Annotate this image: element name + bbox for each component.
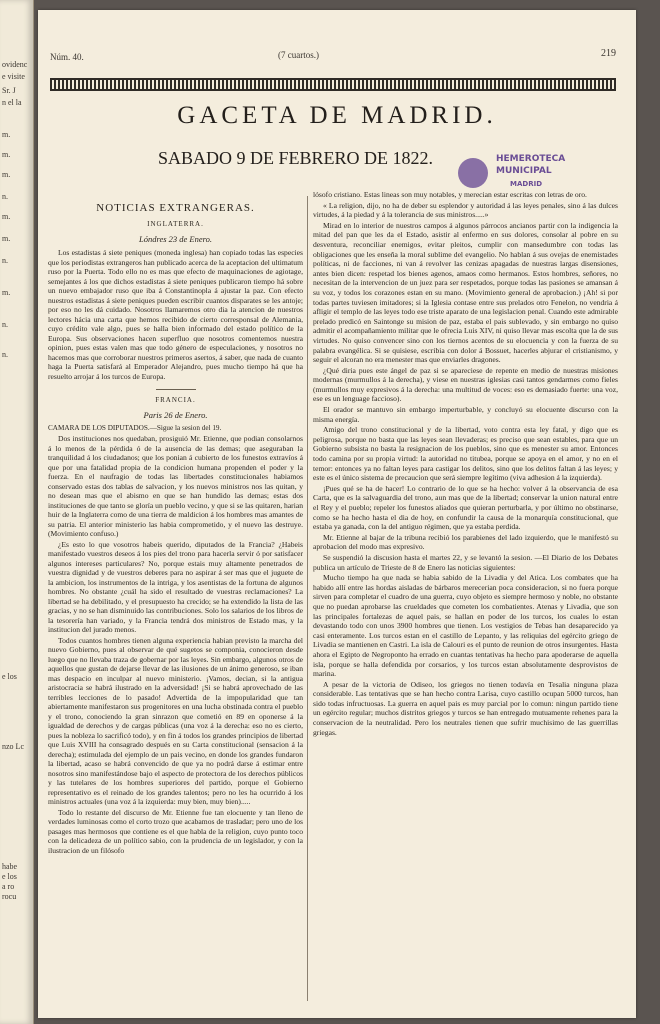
binding-fragment: a ro — [2, 882, 15, 891]
binding-fragment: m. — [2, 130, 11, 139]
article-paragraph: Mr. Etienne al bajar de la tribuna recibió los parabienes del lado izquierdo, que le manifestó su aprobacion del modo mas expresivo. — [313, 532, 618, 552]
ornamental-rule — [50, 78, 616, 91]
binding-fragment: n. — [2, 192, 8, 201]
binding-fragment: nzo Lc — [2, 742, 24, 751]
issue-number: Núm. 40. — [50, 52, 84, 62]
binding-fragment: m. — [2, 212, 11, 221]
dateline-heading: Lóndres 23 de Enero. — [138, 234, 213, 244]
right-column — [313, 190, 618, 1002]
binding-fragment: e los — [2, 872, 17, 881]
dateline-heading: Paris 26 de Enero. — [143, 410, 208, 420]
binding-fragment: rocu — [2, 892, 17, 901]
column-divider — [307, 196, 308, 1001]
binding-fragment: e visite — [2, 72, 25, 81]
country-heading: FRANCIA. — [155, 396, 196, 404]
article-paragraph: ¡Pues qué se ha de hacer! Lo contrario de lo que se ha hecho: volver á la observancia de esa Carta, que es la salvaguardia del trono, aun mas que de la libertad; conservar la union natural entre el Rey y el pueblo; repeler los funestos aliados que quieran perturbarla, y por último no obstinarse, como se ha hecho hasta el dia de hoy, en confundir la causa de la monarquía constitucional, que estaba ya ganada, con la del antiguo régimen, que ya estaba perdida. — [313, 483, 618, 532]
country-heading: INGLATERRA. — [147, 220, 204, 228]
issue-date: SABADO 9 DE FEBRERO DE 1822. — [158, 148, 434, 168]
binding-fragment: n. — [2, 320, 8, 329]
page-number: 219 — [601, 48, 616, 59]
binding-fragment: m. — [2, 150, 11, 159]
article-paragraph: Todo lo restante del discurso de Mr. Etienne fue tan elocuente y tan lleno de verdades luminosas como el corto trozo que acabamos de trasladar; pero uno de los pasages mas hermosos que contiene es el que habla de la religion, cuyo punto toco con la delicadeza de un político sabio, con la prudencia de un legislador, y con la ilustracion de un filósofo — [48, 807, 303, 855]
binding-fragment: m. — [2, 288, 11, 297]
article-paragraph: A pesar de la victoria de Odiseo, los griegos no tienen todavía en Tesalia ninguna plaza considerable. Las tentativas que se han hecho contra Larisa, cuyo castillo ocupan 5000 turcos, han sido todas infructuosas. La guerra en aquel pais es muy parcial por lo comun: ningun partido tiene un egército regular; muchos distritos griegos y turcos se han entregado mutuamente rehenes para la conservacion de la neutralidad. Pero los neutrales tienen que sufrir muchisimo de las guerrillas griegas. — [313, 679, 618, 737]
stamp-line: MUNICIPAL — [496, 166, 552, 176]
binding-fragment: e los — [2, 672, 17, 681]
newspaper-page — [38, 10, 636, 1018]
binding-fragment: n. — [2, 350, 8, 359]
binding-fragment: m. — [2, 170, 11, 179]
binding-fragment: ovidenc — [2, 60, 28, 69]
section-separator — [156, 389, 196, 390]
binding-fragment: n el la — [2, 98, 22, 107]
binding-fragment: habe — [2, 862, 18, 871]
article-paragraph: « La religion, dijo, no ha de deber su esplendor y autoridad á las leyes penales, sino á las dulces virtudes, á la piedad y á la tolerancia de sus ministros.....» — [313, 200, 618, 220]
article-paragraph: Mucho tiempo ha que nada se habia sabido de la Livadia y del Atica. Los combates que ha habido allí entre las hordas aisladas de bárbaros merecerian poca consideracion, si no fuera porque sirven para completar el cuadro de una guerra, cuyo objeto es siempre hermoso y noble, no obstante que no puedan aprobarse las crueldades que cometen los combatientes. Atenas y Livadia, que son las principales fortalezas de aquel pais, se hallan en poder de los turcos, los cuales lo estan devastando todo con unos 3900 hombres que tienen. Los vestigios de Tebas han desaparecido ya casi enteramente. Los turcos estan en el castillo de Lepanto, y las reliquias del egército griego de Livadia se mantienen en Castri. La isla de Calouri es el punto de reunion de otros insurgentes. Hasta ahora el Egipto de Negroponto ha errado en cuantas tentativas ha hecho para apoderarse de aquella isla, porque se halla defendida por corsarios, y los turcos estan absolutamente desprovistos de marina. — [313, 573, 618, 679]
stamp-line: MADRID — [510, 180, 542, 188]
article-paragraph: Dos instituciones nos quedaban, prosiguió Mr. Etienne, que podian consolarnos á lo menos de la pérdida ó de la ausencia de las demas; que aseguraban la tranquilidad á los ciudadanos; que los ponian á cubierto de los funestos extravíos á que por una fatalidad propia de la condicion humana propenden el poder y la fuerza. En el naufragio de todas las libertades constitucionales habiamos conservado estas dos tablas de salvacion, y los nuevos ministros nos las quitan, y no desean mas que el abismo en que se han hundido las demas; estas dos instituciones de que tanto se gloría un pueblo vecino, y que si se las quitaren, harian huir de la Inglaterra como de una tierra de maldicion á los hombres mas amantes de su patria. El anterior ministerio las habia comprometido, y el nuevo las destruye. (Movimiento confuso.) — [48, 434, 303, 538]
article-paragraph: lósofo cristiano. Estas lineas son muy notables, y merecian estar escritas con letras de oro. — [313, 190, 587, 199]
article-paragraph: Todos cuantos hombres tienen alguna experiencia habian previsto la marcha del nuevo Gobierno, pues al observar de qué sugetos se componia, conocieron desde luego que no llevaba traza de gobernar por las leyes. Sin embargo, algunos otros de aquellos que gustan de dejarse llevar de las ilusiones de un ánimo generoso, se iban mas despacio en inculpar al nuevo ministerio. ¡Vamos, decian, si la antigua aristocracia se habrá ilustrado en la adversidad! ¡Si se habrá aprovechado de las terribles lecciones de lo pasado! Advertida de la impopularidad que tan abiertamente manifestaron sus progenitores en una lucha obstinada contra el pueblo y el trono, conociendo la gran sinrazon que cometió en 89 en oponerse á la igualdad de derechos y de cargas públicas (una voz á la derecha: eso no es cierto, pues la nobleza lo sacrificó todo), y en fin á todos los grandes principios de libertad que Luis XVIII ha consagrado después en su Carta constitucional (sensacion á la derecha); estimulada del ejemplo de un pais vecino, en donde los grandes fundaron la libertad, acaso se habrá convencido de que ya no podrá darse á estimar entre nosotros sino manifestándose bajo el aspecto de protectora de los derechos públicos y las tutelares de los hombres superiores del partido, porque el Gobierno representativo es el reinado de los grandes talentos; pero no les ha ocurrido á los ministros actuales (una voz á la izquierda: muy bien, muy bien)..... — [48, 635, 303, 806]
binding-fragment: n. — [2, 256, 8, 265]
seal-icon — [458, 158, 488, 188]
binding-fragment: Sr. J — [2, 86, 16, 95]
article-paragraph: El orador se mantuvo sin embargo imperturbable, y concluyó su elocuente discurso con la misma energía. — [313, 405, 618, 424]
issue-price: (7 cuartos.) — [278, 50, 319, 60]
article-paragraph: Se suspendió la discusion hasta el martes 22, y se levantó la sesion. —El Diario de los Debates publica un artículo de Trieste de 8 de Enero las noticias siguientes: — [313, 552, 618, 572]
binding-fragment: m. — [2, 234, 11, 243]
article-paragraph: ¿Qué diria pues este ángel de paz si se apareciese de repente en medio de nuestras misiones modernas (murmullos á la derecha), y viese en nuestras iglesias casi tantos gendarmes como fieles (murmullos muy expresivos á la derecha: una multitud de voces: eso es demasiado fuerte: una voz, ese es un lenguage faccioso). — [313, 365, 618, 404]
stamp-line: HEMEROTECA — [496, 154, 566, 164]
previous-page-binding-strip — [0, 0, 34, 1024]
article-paragraph: Amigo del trono constitucional y de la libertad, voto contra esta ley fatal, y digo que es peligrosa, porque no basta que las leyes sean llevaderas; es preciso que sean estables, para que un Gobierno subsista no basta la resignacion de los pueblos, sino que es menester su amor. Entonces todo camina por su propia virtud: la autoridad no titubea, porque se apoya en el amor, y no en el temor: entonces ya no faltan leyes para castigar los delitos, sino que los delitos faltan á las leyes; y este es el único sistema de precaucion que será siempre legítimo (viva adhesion á la izquierda). — [313, 425, 618, 483]
session-heading: CAMARA DE LOS DIPUTADOS.—Sigue la sesion del 19. — [48, 424, 222, 432]
page-header-line — [38, 42, 636, 62]
article-paragraph: Los estadistas á siete peniques (moneda inglesa) han copiado todas las especies que los periodistas extrangeros han publicado acerca de la aceptacion del ultimatum ruso por la Puerta. Todo ello no es mas que efecto de maquinaciones de agiotage, semejantes á los que dichos estadistas á siete peniques publicaron tiempo há sobre un nuevo embajador ruso que iba á Constantinopla á ajustar la paz. Con efecto nuestros estadistas á siete peniques pueden escribir cuantos disparates se les antoje; por eso no les dá cuidado. Nosotros llamaremos otro dia la atencion de nuestros lectores hácia una carta que hemos recibido de cierto corresponsal de Alemania, cuyo crédito vale algo, pues se halla bien informado del estado político de la Europa. Sus observaciones hacen superfluo que nosotros comentemos nuestra opinion, pues estas valen mas que todo género de especulaciones, y nosotros no hacemos mas que corroborar nuestros primeros asertos, á saber, que nada de cuanto haga la Puerta satisfará al Emperador Alejandro, pues mucho tiempo há que ha resuelto arrojar á los turcos de Europa. — [48, 248, 303, 381]
left-column — [48, 200, 303, 1000]
masthead-title: GACETA DE MADRID. — [177, 102, 497, 129]
article-paragraph: ¿Es esto lo que vosotros habeis querido, diputados de la Francia? ¿Habeis manifestado vuestros deseos á los pies del trono para hacerla servir ó por satisfacer algunos intereses particulares? No, porque estais muy altamente penetrados de vuestra dignidad y de vuestros deberes para no aspirar á ser mas que el juguete de la ambicion, los instrumentos de la intriga, y los asentistas de la fortuna de algunos hombres. No obstante ¿cuál ha sido el resultado de vuestras reclamaciones? La libertad se ha debilitado, y el presupuesto ha crecido; se ha extendido la lista de las gracias, y no se han disminuido las contribuciones. Solo los salarios de los libros de la tesorería han variado, y la Francia tendrá dos ministros de Estado mas, y la institucion del jurado menos. — [48, 539, 303, 634]
section-title: NOTICIAS EXTRANGERAS. — [96, 202, 255, 214]
article-paragraph: Mirad en lo interior de nuestros campos á algunos párrocos ancianos partir con la indigencia la mitad del pan que les da el Estado, asistir al enfermo en sus dolores, consolar al pobre en su desventura, reconciliar enemigos, evitar pleitos, cumplir con mansedumbre con todas las obligaciones que les enseña la moral sublime del evangelio. No hablan á sus ovejas de enemistades políticas, ni de facciones, ni van á revolver las cenizas apagadas de nuestras largas disensiones, antes bien dicen: respetad los bienes agenos, amaos como hermanos. Estos hombres, señores, no necesitan de la intervencion de un juez para ser respetados, porque todas las pasiones se amansan á su voz, y todos los corazones estan en su mano. (Movimiento general de aprobacion.) ¡Ah! si por todas partes tuviesen imitadores; si la Iglesia contase entre sus prelados otro Fenelon, no vendria á afligir el templo de las leyes todo ese triste aparato de una legislacion penal. Cuando este admirable prelado predicó en Saintonge su mision de paz, estaba el pais sublevado, y sin embargo no quiso admitir el acompañamiento militar que le ofrecia Luis XIV, ni quiso llevar mas escolta que la de sus virtudes. No quiso convencer sino con los tiernos acentos de su elocuencia y con la fuerza de su palabra evangélica. Si se quisiese, escribia con dolor á Bossuet, hacerles abjurar el cristianismo, y seguir el alcoran no era menester mas que enviarles dragones. — [313, 220, 618, 365]
